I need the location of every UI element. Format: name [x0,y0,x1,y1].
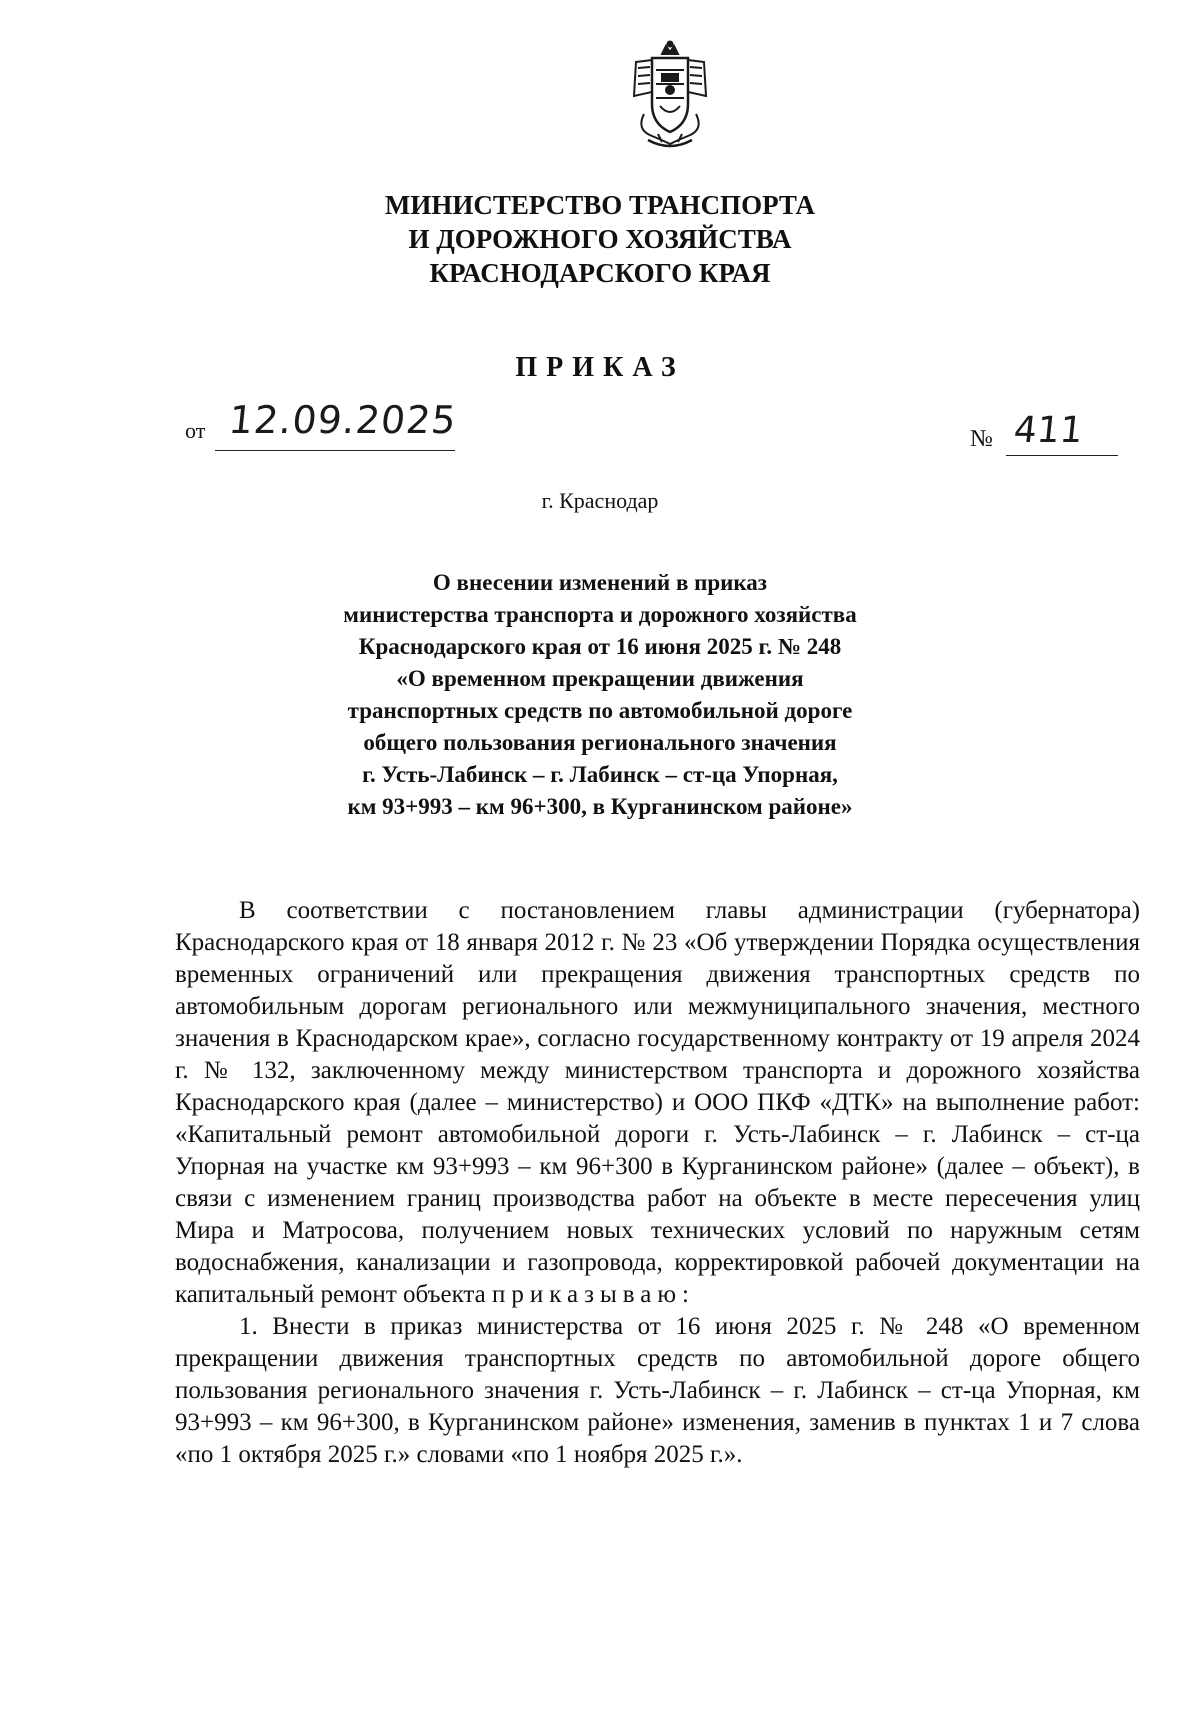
krasnodar-coat-of-arms-icon [622,40,718,152]
ministry-name-line: КРАСНОДАРСКОГО КРАЯ [429,258,771,288]
number-underline [1006,455,1118,456]
handwritten-date: 12.09.2025 [226,398,459,442]
document-type-title: ПРИКАЗ [515,352,685,383]
order-date-field [185,398,465,458]
preamble-text: В соответствии с постановлением главы администрации (губернатора) Краснодарского края от 18 января 2012 г. № 23 «Об утверждении Порядка осуществления временных ограничений или прекращения движения транспортных средств по автомобильным дорогам регионального или межмуниципального значения, местного значения в Краснодарском крае», согласно государственному контракту от 19 апреля 2024 г. № 132, заключенному между министерством транспорта и дорожного хозяйства Краснодарского края (далее – министерство) и ООО ПКФ «ДТК» на выполнение работ: «Капитальный ремонт автомобильной дороги г. Усть-Лабинск – г. Лабинск – ст-ца Упорная на участке км 93+993 – км 96+300 в Курганинском районе» (далее – объект), в связи с изменением границ производства работ на объекте в месте пересечения улиц Мира и Матросова, получением новых технических условий по наружным сетям водоснабжения, канализации и газопровода, корректировкой рабочей документации на капитальный ремонт объекта [175,897,1140,1308]
ministry-name-line: И ДОРОЖНОГО ХОЗЯЙСТВА [408,224,792,254]
order-body [175,895,1140,1471]
date-underline [215,450,455,451]
subject-line: транспортных средств по автомобильной дороге [347,698,853,723]
ministry-name-line: МИНИСТЕРСТВО ТРАНСПОРТА [384,190,816,220]
body-paragraph-preamble [175,895,1140,1311]
subject-line: г. Усть-Лабинск – г. Лабинск – ст-ца Упорная, [362,762,838,787]
body-paragraph-item-1: 1. Внести в приказ министерства от 16 июня 2025 г. № 248 «О временном прекращении движения транспортных средств по автомобильной дороге общего пользования регионального значения г. Усть-Лабинск – г. Лабинск – ст-ца Упорная, км 93+993 – км 96+300, в Курганинском районе» изменения, заменив в пунктах 1 и 7 слова «по 1 октября 2025 г.» словами «по 1 ноября 2025 г.». [175,1313,1140,1468]
city-label: г. Краснодар [541,488,659,513]
date-prefix-label: от [185,418,206,443]
order-word: приказываю: [492,1281,696,1308]
subject-line: км 93+993 – км 96+300, в Курганинском районе» [347,794,853,819]
order-number-field [970,410,1150,460]
ministry-name [300,188,900,290]
subject-line: министерства транспорта и дорожного хозяйства [343,602,857,627]
subject-line: общего пользования регионального значения [363,730,837,755]
subject-line: О внесении изменений в приказ [432,570,768,595]
subject-line: «О временном прекращении движения [396,666,804,691]
order-subject [300,567,900,823]
number-sign-label: № [970,426,993,452]
handwritten-number: 411 [1011,410,1085,451]
subject-line: Краснодарского края от 16 июня 2025 г. № 248 [358,634,842,659]
